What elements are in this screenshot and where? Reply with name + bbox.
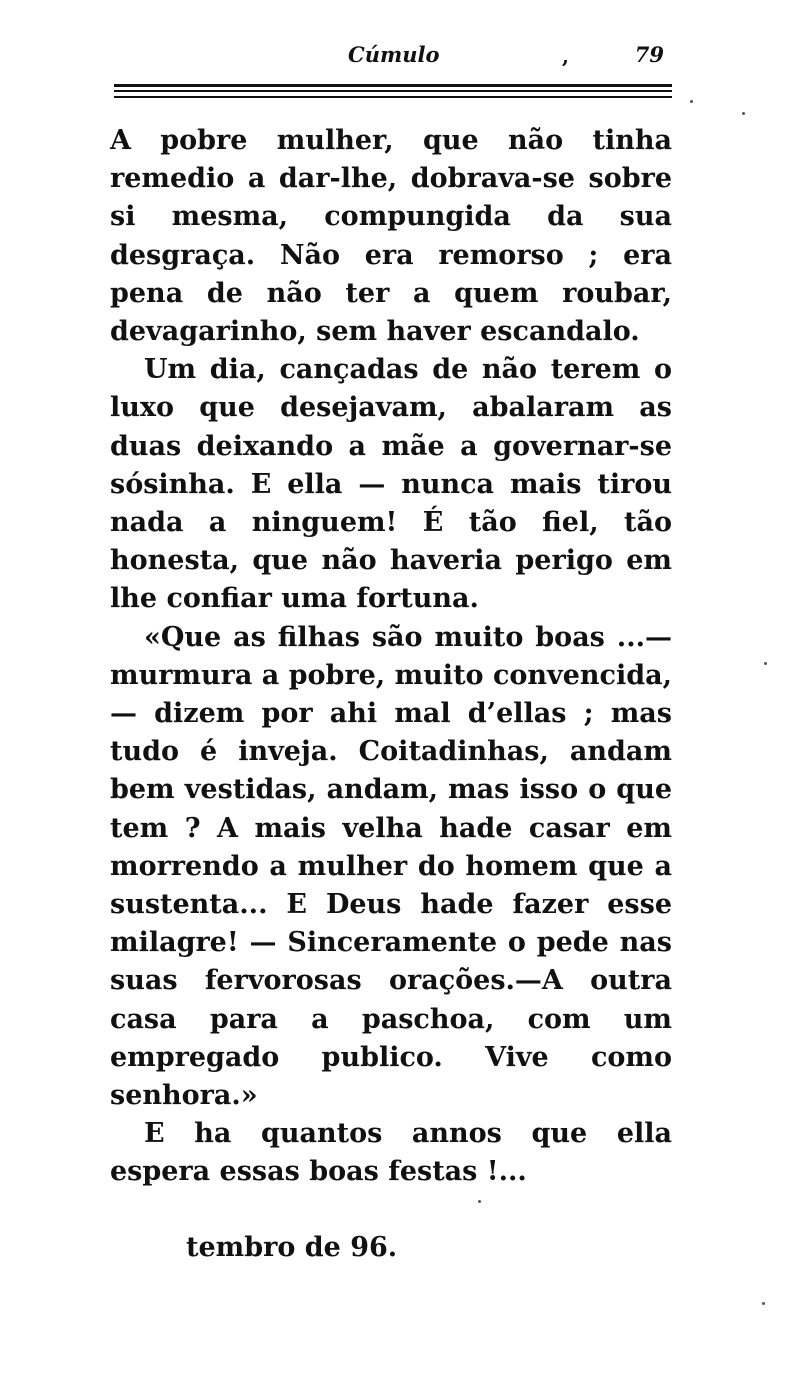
header-mark: ,: [562, 44, 569, 68]
page-number: 79: [634, 42, 664, 67]
header-rule: [114, 96, 672, 98]
body-text: [110, 122, 672, 1192]
paragraph: «Que as filhas são muito boas ...— murmura a pobre, muito convencida, — dizem por ahi mal d’ellas ; mas tudo é inveja. Coitadinhas, andam bem vestidas, andam, mas isso o que tem ? A mais velha hade casar em morrendo a mulher do homem que a sustenta... E Deus hade fazer esse milagre! — Sinceramente o pede nas suas fervorosas orações.—A outra casa para a paschoa, com um empregado publico. Vive como senhora.»: [110, 621, 672, 1112]
paper-speck: [690, 100, 693, 103]
paper-speck: [478, 1200, 481, 1203]
header-rule: [114, 84, 672, 87]
running-header: [110, 40, 672, 74]
paper-speck: [742, 112, 745, 115]
paper-speck: [762, 1302, 765, 1305]
paragraph: Um dia, cançadas de não terem o luxo que desejavam, abalaram as duas deixando a mãe a governar-se sósinha. E ella — nunca mais tirou nada a ninguem! É tão fiel, tão honesta, que não haveria perigo em lhe confiar uma fortuna.: [110, 354, 672, 615]
paragraph: A pobre mulher, que não tinha remedio a dar-lhe, dobrava-se sobre si mesma, compungida da sua desgraça. Não era remorso ; era pena de não ter a quem roubar, devagarinho, sem haver escandalo.: [110, 125, 672, 348]
paper-speck: [764, 662, 767, 665]
paragraph: E ha quantos annos que ella espera essas boas festas !...: [110, 1118, 672, 1188]
dateline: tembro de 96.: [186, 1232, 398, 1263]
running-title: Cúmulo: [348, 42, 440, 67]
header-rule: [114, 90, 672, 92]
